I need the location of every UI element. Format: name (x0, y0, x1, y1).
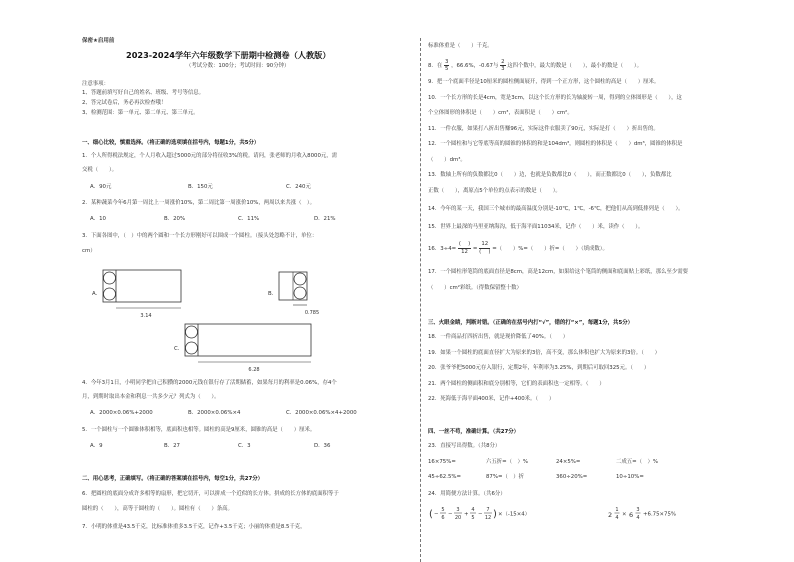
expression-2-tail: +6.75×75% (643, 511, 677, 518)
svg-text:4: 4 (615, 515, 619, 521)
fraction-numerator: 12 (479, 241, 490, 249)
figure-c-circle-top (186, 326, 198, 338)
figure-c-rectangle (185, 324, 311, 356)
question-22: 22．死海低于海平面400米，记作+400米。（ ） (428, 396, 555, 402)
question-17-cont: （ ）cm²彩纸。（得数保留整十数） (428, 285, 522, 291)
calc-item: 10÷10%= (616, 474, 644, 480)
q16-lead: 16．3÷4= (428, 246, 457, 252)
expression-1-tail: ×（-15×4） (498, 511, 531, 518)
page-subtitle: （考试分数：100分；考试时间：90分钟） (186, 63, 290, 69)
svg-text:−: − (448, 511, 453, 518)
option-c: C．3 (238, 443, 251, 449)
figure-c-dimension: 6.28 (248, 367, 260, 373)
question-10: 10．一个长方形的长是4cm，宽是3cm，以这个长方形的长为轴旋转一周，得到的立体图形是（ ），这 (428, 95, 682, 101)
calc-item: 六五折=（ ）% (486, 459, 528, 465)
svg-text:5: 5 (471, 515, 475, 521)
fraction-denominator: 3 (501, 66, 505, 72)
svg-text:−: − (478, 511, 483, 518)
figure-a-circle-bottom (104, 288, 116, 300)
question-18: 18．一件商品打四折出售，就是现价降低了40%。（ ） (428, 334, 569, 340)
right-column (428, 0, 768, 562)
svg-text:): ) (493, 509, 497, 520)
figure-b (278, 270, 328, 318)
question-4: 4．今年3月1日，小明同学把自己积攒的2000元钱在银行存了活期储蓄，如果每月的利率是0.06%，存4个 (82, 380, 337, 386)
q8-before: 8．在 (428, 63, 443, 69)
section-2-heading: 二、用心思考，正确填写。（将正确的答案填在括号内，每空1分，共27分） (82, 476, 264, 482)
question-3-cont: cm） (82, 248, 96, 254)
section-1-heading: 一、细心比较，慎重选择。（将正确的选项填在括号内，每题1分，共5分） (82, 140, 260, 146)
calc-item: 360÷20%= (556, 474, 588, 480)
question-3: 3．下面各图中，（ ）中的两个圆和一个长方形刚好可以围成一个圆柱。（接头处忽略不计，单位： (82, 233, 318, 239)
svg-text:−: − (434, 511, 439, 518)
question-13: 13．数轴上所有的负数都比0（ ）边，也就是负数都比0（ ），而正数都比0（ ），负数都比 (428, 172, 672, 178)
svg-text:4: 4 (471, 507, 475, 513)
question-12-cont: （ ）dm³。 (428, 157, 466, 163)
expression-1 (428, 502, 568, 526)
question-9: 9．把一个底面半径是10厘米的圆柱侧面展开，得到一个正方形，这个圆柱的高是（ ）厘米。 (428, 79, 660, 85)
svg-text:4: 4 (636, 515, 640, 521)
fraction-1 (444, 59, 449, 72)
svg-text:+: + (464, 511, 469, 518)
figure-a (102, 268, 182, 320)
option-b: B．150元 (188, 184, 213, 190)
option-d: D．21% (314, 216, 336, 222)
figure-c-label: C． (174, 346, 184, 352)
fraction-numerator: 2 (501, 59, 505, 65)
figure-a-dimension: 3.14 (140, 313, 152, 319)
question-2: 2．某种蔬菜今年6月第一周比上一周涨价10%，第二周比第一周涨价10%，两周以来共涨（ ）。 (82, 200, 315, 206)
question-4-cont: 月，到期时取出本金和利息一共多少元？列式为（ ）。 (82, 394, 220, 400)
note-item: 3、检测范围：第一单元、第二单元、第三单元。 (82, 110, 199, 116)
option-c: C．11% (238, 216, 260, 222)
question-23: 23．直接写出得数。（共8分） (428, 443, 501, 449)
section-3-heading: 三、火眼金睛，判断对错。（正确的在括号内打“√”，错的打“×”，每题1分，共5分） (428, 320, 633, 326)
section-4-heading: 四、一丝不苟，准确计算。（共27分） (428, 429, 520, 435)
question-14: 14．今年的某一天，我国三个城市的最高温度分别是-10℃，1℃，-6℃，把他们从高到低排列是（ ）。 (428, 206, 684, 212)
question-20: 20．张爷爷把5000元存入银行，定期2年，年利率为3.25%，到期后可取回325元。（ ） (428, 365, 650, 371)
svg-text:6: 6 (441, 515, 445, 521)
svg-text:7: 7 (486, 507, 490, 513)
figure-b-circle-bottom (294, 287, 306, 299)
fraction-numerator: 3 (444, 59, 449, 65)
fraction-denominator: 12 (461, 249, 468, 255)
svg-text:3: 3 (456, 507, 460, 513)
figure-b-label: B． (268, 291, 278, 297)
column-divider (420, 38, 421, 562)
left-column (82, 0, 412, 562)
calc-item: 24×5%= (556, 459, 581, 465)
option-a: A．2000×0.06%+2000 (90, 410, 153, 416)
expression-2 (606, 502, 706, 526)
fraction-b (479, 241, 490, 256)
option-d: D．36 (314, 443, 331, 449)
option-c: C．240元 (286, 184, 311, 190)
fraction-denominator: ( ) (479, 249, 491, 255)
option-a: A．90元 (90, 184, 112, 190)
figure-c-circle-bottom (186, 342, 198, 354)
option-b: B．2000×0.06%×4 (188, 410, 241, 416)
question-6: 6．把圆柱的底面分成许多相等的扇形，把它切开，可以拼成一个近似的长方体。拼成的长方体的底面积等于 (82, 491, 339, 497)
q16-tail: =（ ）%=（ ）折=（ ）（填成数）。 (492, 246, 608, 252)
q16-equals: = (472, 246, 478, 252)
option-c: C．2000×0.06%×4+2000 (286, 410, 357, 416)
q8-middle: ，66.6%，-0.67与 (451, 63, 499, 69)
question-1-cont: 交税（ ）。 (82, 167, 118, 173)
figure-a-label: A． (92, 291, 102, 297)
fraction-denominator: 5 (444, 66, 449, 72)
question-5: 5．一个圆柱与一个圆锥体积相等，底面积也相等。圆柱的高是9厘米，圆锥的高是（ ）厘米。 (82, 427, 316, 433)
question-7-cont: 标准体重是（ ）千克。 (428, 43, 493, 49)
question-24: 24．用简便方法计算。（共6分） (428, 491, 506, 497)
fraction-a (458, 241, 471, 256)
question-10-cont: 个立体图形的体积是（ ）cm³，表面积是（ ）cm²。 (428, 110, 573, 116)
notes-heading: 注意事项： (82, 81, 109, 87)
fraction-numerator: ( ) (458, 241, 471, 247)
calc-item: 87%=（ ）折 (486, 474, 525, 480)
q8-after: 这四个数中，最大的数是（ ），最小的数是（ ）。 (507, 63, 642, 69)
svg-text:20: 20 (454, 515, 462, 521)
question-7: 7．小明的体重是43.5千克，比标准体重多3.5千克，记作+3.5千克；小丽的体重是8.5千克， (82, 524, 306, 530)
svg-text:2: 2 (608, 511, 613, 519)
note-item: 2、答完试卷后，务必再次检查哦！ (82, 100, 167, 106)
question-16 (428, 240, 608, 258)
calc-item: 16×75%= (428, 459, 456, 465)
option-a: A．10 (90, 216, 106, 222)
figure-c (184, 322, 316, 374)
question-6-cont: 圆柱的（ ），高等于圆柱的（ ）。圆柱有（ ）条高。 (82, 506, 233, 512)
option-a: A．9 (90, 443, 103, 449)
svg-text:1: 1 (615, 507, 619, 513)
svg-text:×: × (622, 511, 627, 518)
calc-item: 二成五=（ ）% (616, 459, 658, 465)
question-11: 11．一件衣服，如果打八折出售赚96元，实际这件衣服卖了90元，实际是打（ ）折出售的。 (428, 126, 659, 132)
question-12: 12．一个圆柱和与它等底等高的圆锥的体积的和是104dm³，则圆柱的体积是（ ）dm³，圆锥的体积是 (428, 141, 683, 147)
question-1: 1．个人所得税法规定，个人月收入超过5000元的部分将征收3%的税。请问，张老师的月收入8000元，需 (82, 153, 338, 159)
svg-text:(: ( (429, 509, 433, 520)
calc-item: 45÷62.5%= (428, 474, 462, 480)
figure-b-circle-top (294, 273, 306, 285)
page-title: 2023-2024学年六年级数学下册期中检测卷（人教版） (126, 50, 331, 60)
svg-text:12: 12 (484, 515, 492, 521)
question-13-cont: 正数（ ），离原点5个单位的点表示的数是（ ）。 (428, 188, 561, 194)
question-15: 15．世界上最深的马里亚纳海沟，低于海平面11034米，记作（ ）米，读作（ ）。 (428, 224, 644, 230)
note-item: 1、答题前填写好自己的姓名、班级、考号等信息。 (82, 90, 205, 96)
question-17: 17．一个圆柱形笔筒的底面直径是8cm，高是12cm，如果给这个笔筒的侧面和底面贴上彩纸，那么至少需要 (428, 269, 688, 275)
figure-a-circle-top (104, 272, 116, 284)
option-b: B．27 (164, 443, 180, 449)
option-b: B．20% (164, 216, 186, 222)
question-21: 21．两个圆柱的侧面积和底分别相等，它们的表面积也一定相等。（ ） (428, 381, 605, 387)
question-19: 19．如果一个圆柱的底面直径扩大为原来的3倍，高不变，那么体积也扩大为原来的3倍。（ ） (428, 350, 661, 356)
svg-text:3: 3 (636, 507, 640, 513)
fraction-2 (500, 59, 505, 72)
svg-text:5: 5 (441, 507, 445, 513)
figure-b-dimension: 0.785 (304, 310, 320, 316)
svg-text:6: 6 (629, 511, 634, 519)
question-8 (428, 58, 642, 74)
confidential-label: 保密★启用前 (82, 38, 115, 44)
